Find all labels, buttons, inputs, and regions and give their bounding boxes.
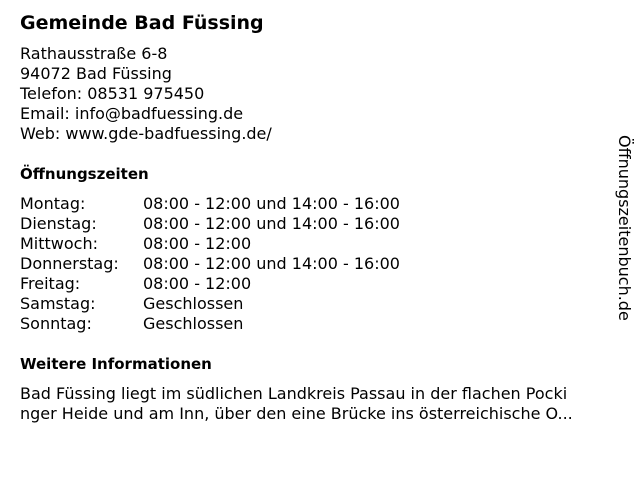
address-city: 94072 Bad Füssing [20, 64, 172, 83]
address-street: Rathausstraße 6-8 [20, 44, 168, 63]
hours-table [20, 194, 400, 334]
info-heading: Weitere Informationen [20, 355, 212, 373]
hours-day: Samstag: [20, 294, 96, 313]
hours-row [20, 274, 400, 294]
hours-time: 08:00 - 12:00 und 14:00 - 16:00 [143, 254, 400, 273]
hours-time: 08:00 - 12:00 und 14:00 - 16:00 [143, 194, 400, 213]
hours-time: 08:00 - 12:00 [143, 234, 252, 253]
hours-time: Geschlossen [143, 294, 244, 313]
info-text [20, 384, 625, 424]
address-email: Email: info@badfuessing.de [20, 104, 244, 123]
hours-day: Mittwoch: [20, 234, 98, 253]
hours-row [20, 234, 400, 254]
hours-day: Donnerstag: [20, 254, 119, 273]
info-line: nger Heide und am Inn, über den eine Brücke ins österreichische O... [20, 404, 573, 423]
hours-time: 08:00 - 12:00 [143, 274, 252, 293]
hours-row [20, 194, 400, 214]
hours-time: 08:00 - 12:00 und 14:00 - 16:00 [143, 214, 400, 233]
page-title: Gemeinde Bad Füssing [20, 12, 264, 34]
info-line: Bad Füssing liegt im südlichen Landkreis Passau in der flachen Pocki [20, 384, 568, 403]
hours-row [20, 254, 400, 274]
address-web: Web: www.gde-badfuessing.de/ [20, 124, 272, 143]
hours-row [20, 214, 400, 234]
address-phone: Telefon: 08531 975450 [20, 84, 205, 103]
hours-day: Sonntag: [20, 314, 92, 333]
hours-time: Geschlossen [143, 314, 244, 333]
address-block [20, 44, 272, 144]
side-watermark-label: Öffnungszeitenbuch.de [615, 135, 634, 321]
hours-day: Montag: [20, 194, 86, 213]
hours-heading: Öffnungszeiten [20, 165, 149, 183]
hours-day: Freitag: [20, 274, 81, 293]
hours-row [20, 294, 400, 314]
hours-day: Dienstag: [20, 214, 97, 233]
hours-row [20, 314, 400, 334]
